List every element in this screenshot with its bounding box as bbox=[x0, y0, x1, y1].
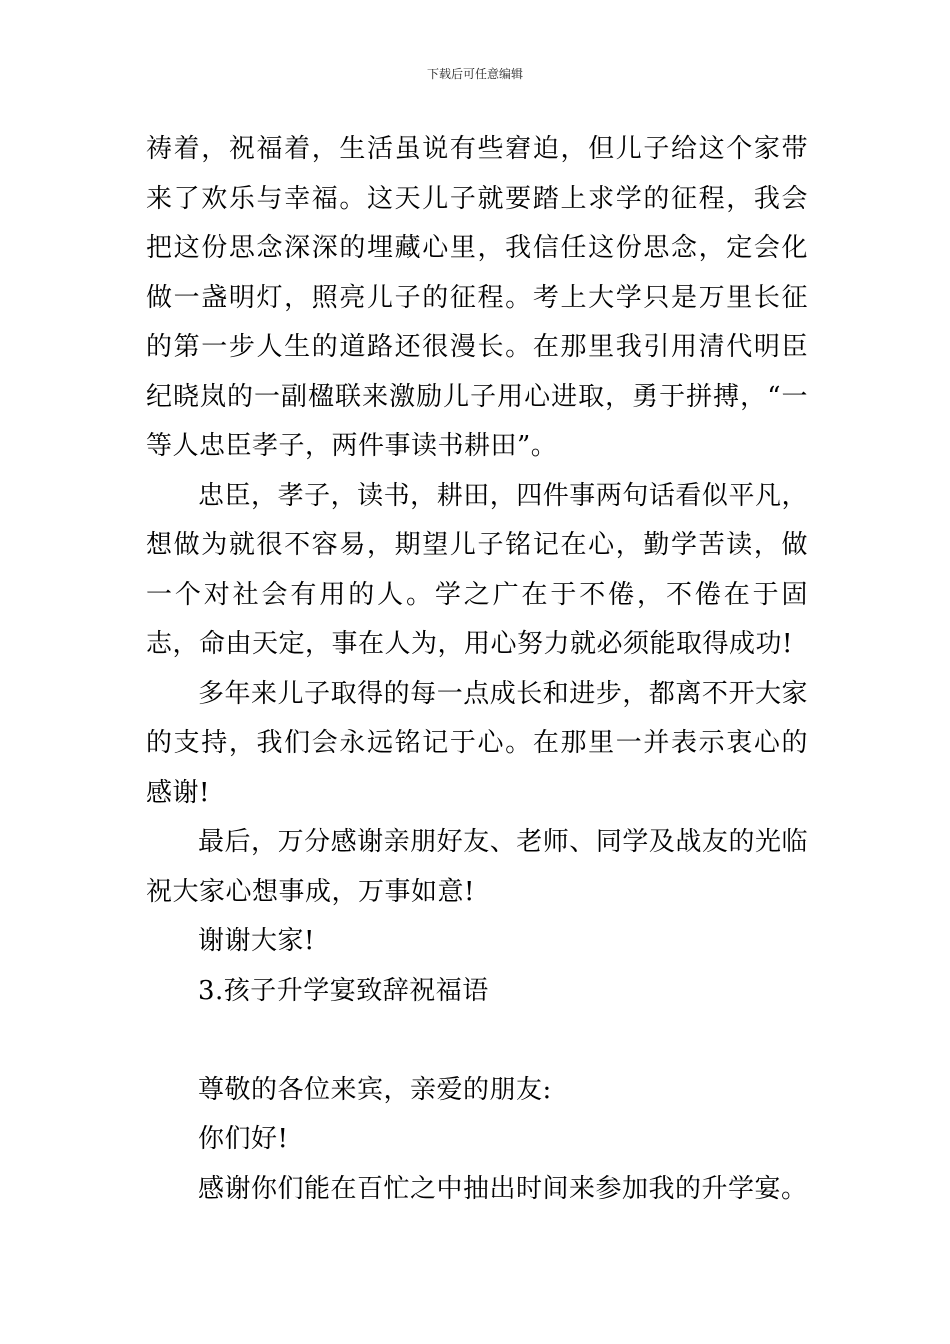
document-body bbox=[146, 125, 808, 1214]
paragraph-hello: 你们好! bbox=[198, 1124, 289, 1154]
blank-line bbox=[146, 1016, 808, 1066]
paragraph-5: 谢谢大家! bbox=[198, 926, 315, 956]
section-heading: 3.孩子升学宴致辞祝福语 bbox=[198, 975, 489, 1006]
paragraph-2: 忠臣，孝子，读书，耕田，四件事两句话看似平凡，想做为就很不容易，期望儿子铭记在心，勤学苦读，做一个对社会有用的人。学之广在于不倦，不倦在于固志，命由天定，事在人为，用心努力就必须能取得成功! bbox=[146, 480, 808, 659]
paragraph-thanks: 感谢你们能在百忙之中抽出时间来参加我的升学宴。 bbox=[198, 1173, 808, 1204]
page-header: 下载后可任意编辑 bbox=[426, 67, 523, 81]
paragraph-1: 祷着，祝福着，生活虽说有些窘迫，但儿子给这个家带来了欢乐与幸福。这天儿子就要踏上求学的征程，我会把这份思念深深的埋藏心里，我信任这份思念，定会化做一盏明灯，照亮儿子的征程。考上大学只是万里长征的第一步人生的道路还很漫长。在那里我引用清代明臣纪晓岚的一副楹联来激励儿子用心进取，勇于拼搏，“一等人忠臣孝子，两件事读书耕田”。 bbox=[146, 134, 808, 461]
paragraph-greeting: 尊敬的各位来宾，亲爱的朋友: bbox=[198, 1074, 552, 1105]
paragraph-3: 多年来儿子取得的每一点成长和进步，都离不开大家的支持，我们会永远铭记于心。在那里一并表示衷心的感谢! bbox=[146, 678, 808, 808]
paragraph-4: 最后，万分感谢亲朋好友、老师、同学及战友的光临祝大家心想事成，万事如意! bbox=[146, 827, 808, 907]
